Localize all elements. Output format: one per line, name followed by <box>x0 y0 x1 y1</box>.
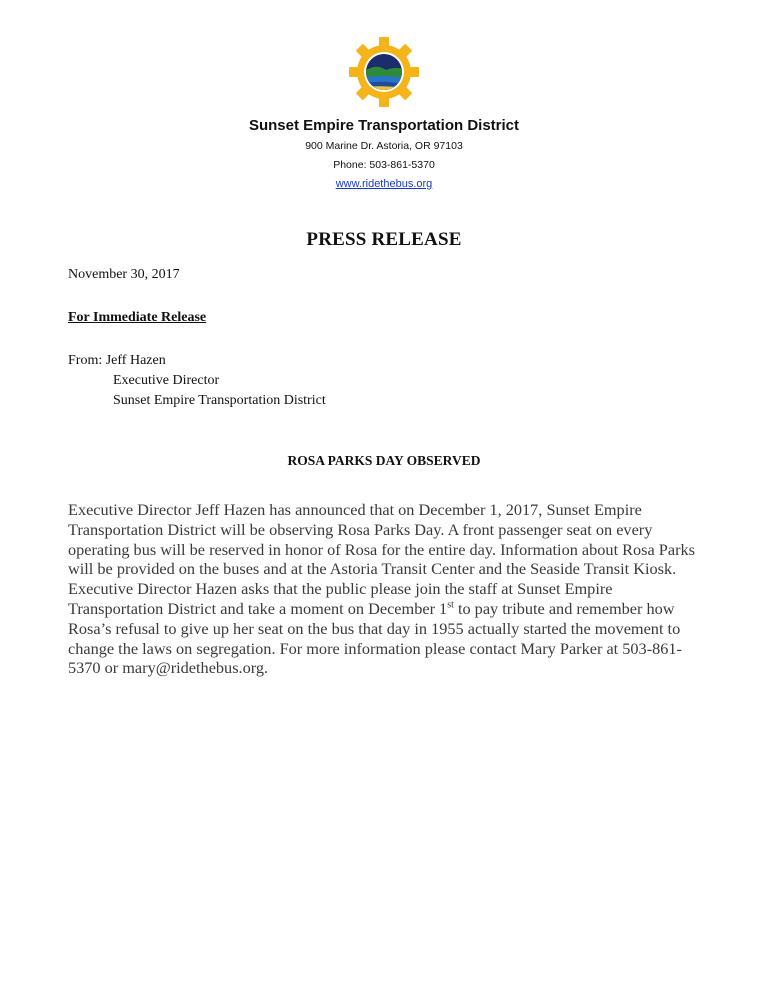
page-title: PRESS RELEASE <box>306 229 462 250</box>
from-organization: Sunset Empire Transportation District <box>113 393 326 408</box>
organization-logo <box>348 36 420 108</box>
organization-name: Sunset Empire Transportation District <box>248 117 520 134</box>
organization-phone: Phone: 503-861-5370 <box>333 159 435 171</box>
from-name: From: Jeff Hazen <box>68 353 166 368</box>
release-date: November 30, 2017 <box>68 267 180 282</box>
gear-landscape-logo-icon <box>348 36 420 108</box>
release-body <box>68 500 702 678</box>
body-text-part2: to pay tribute and remember how Rosa’s refusal to give up her seat on the bus that day in 1955 actually started the movement to change the laws on segregation. For more information please contact Mary Parker at 503-861-5370 or mary@ridethebus.org. <box>68 598 682 678</box>
release-title: ROSA PARKS DAY OBSERVED <box>287 453 481 468</box>
body-text-part1: Executive Director Jeff Hazen has announced that on December 1, 2017, Sunset Empire Transportation District will be observing Rosa Parks Day. A front passenger seat on every operating bus will be reserved in honor of Rosa for the entire day. Information about Rosa Parks will be provided on the buses and at the Astoria Transit Center and the Seaside Transit Kiosk. Executive Director Hazen asks that the public please join the staff at Sunset Empire Transportation District and take a moment on December 1 <box>68 500 695 618</box>
organization-website-container <box>0 178 768 190</box>
ordinal-suffix: st <box>447 599 454 611</box>
organization-website-link[interactable]: www.ridethebus.org <box>335 178 433 190</box>
from-title: Executive Director <box>113 373 220 388</box>
immediate-release-label: For Immediate Release <box>68 310 207 325</box>
organization-address: 900 Marine Dr. Astoria, OR 97103 <box>305 140 463 152</box>
